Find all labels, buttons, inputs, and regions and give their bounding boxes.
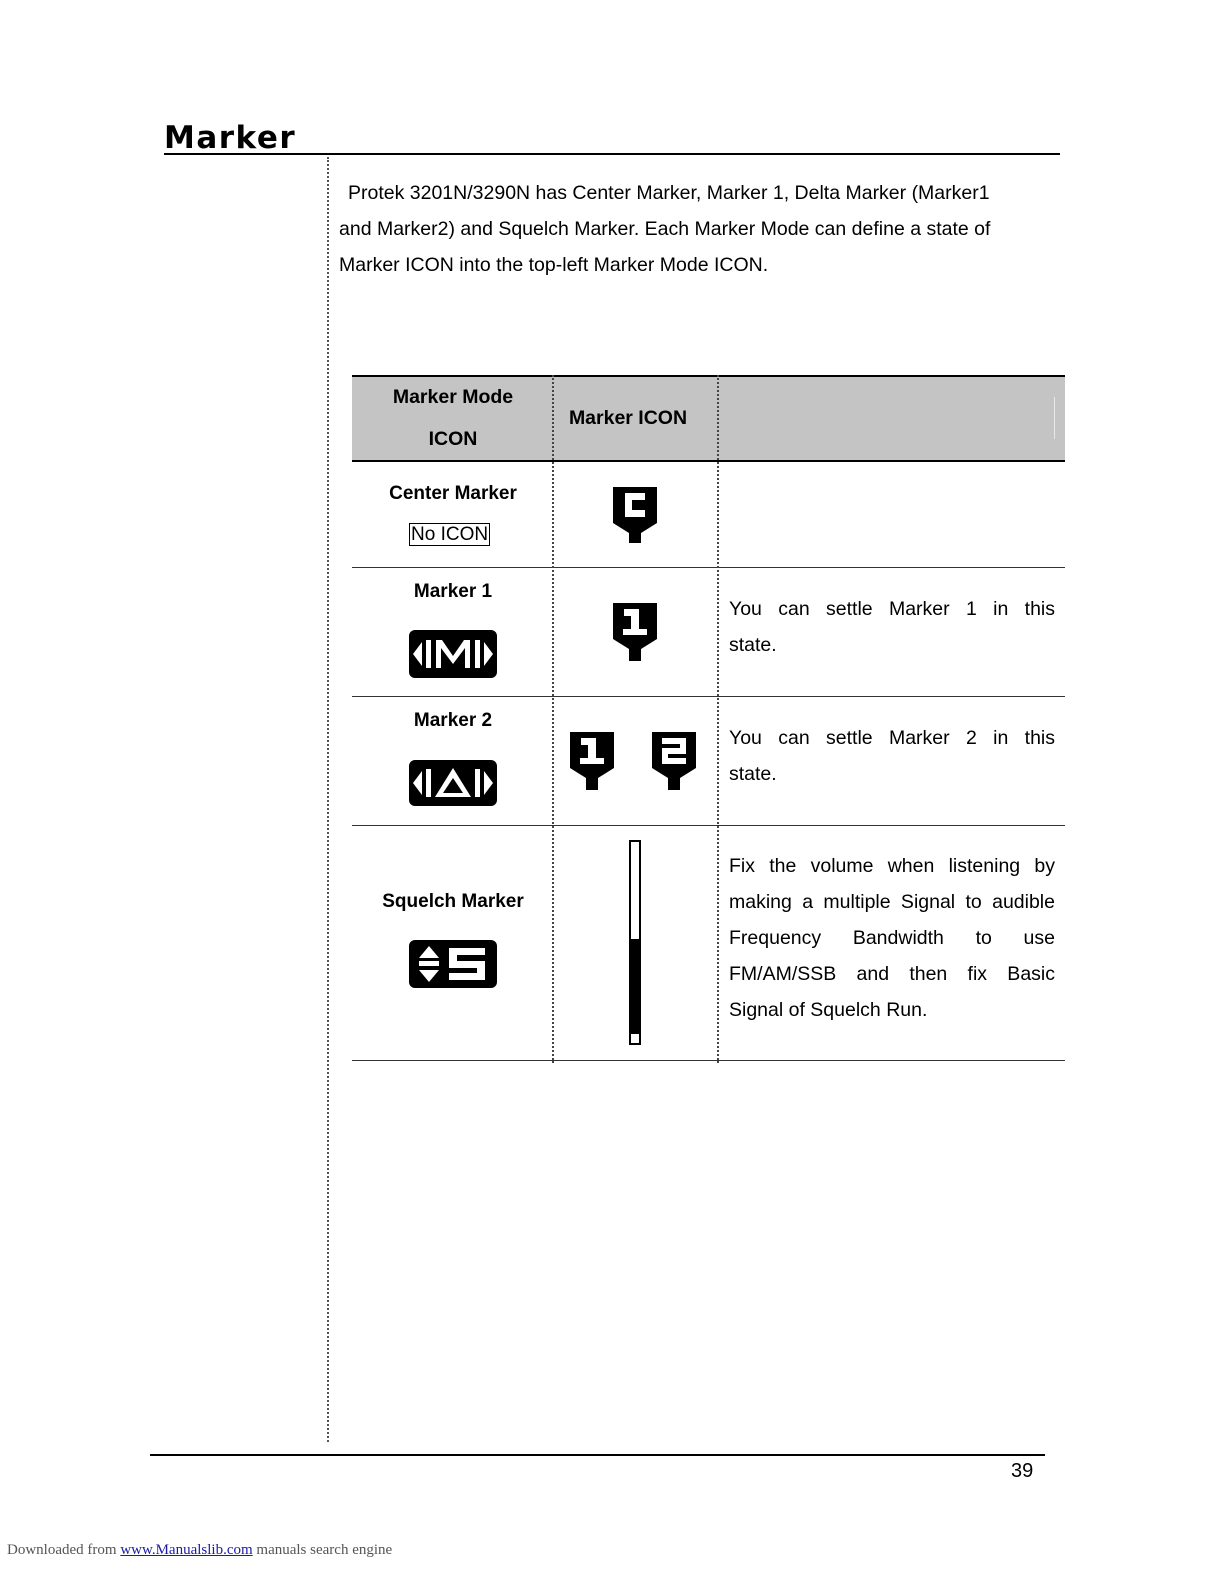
desc-line: making a multiple Signal to audible	[729, 891, 1055, 913]
marker-mode-badge-s-icon	[409, 940, 497, 988]
marker-mode-badge-delta-icon	[409, 760, 497, 806]
header-divider	[1054, 397, 1055, 439]
row-squelch-marker-mode: Squelch Marker	[382, 891, 524, 912]
page-number: 39	[1011, 1460, 1034, 1482]
row-divider	[352, 825, 1065, 826]
center-marker-icon	[611, 485, 661, 545]
desc-line: Fix the volume when listening by	[729, 855, 1055, 877]
download-attribution	[7, 1542, 392, 1559]
desc-line: Frequency Bandwidth to use	[729, 927, 1055, 949]
table-bottom-border	[352, 1060, 1065, 1061]
row-marker1-mode: Marker 1	[413, 581, 493, 602]
download-suffix: manuals search engine	[256, 1542, 393, 1558]
header-mode-line1: Marker Mode	[392, 386, 514, 408]
margin-rule	[327, 157, 329, 1442]
row-marker2-mode: Marker 2	[413, 710, 493, 731]
row-center-marker-mode: Center Marker	[389, 483, 517, 504]
desc-line: Signal of Squelch Run.	[729, 999, 928, 1021]
download-prefix: Downloaded from	[7, 1542, 117, 1558]
intro-line: Marker ICON into the top-left Marker Mode ICON.	[339, 254, 769, 276]
row-marker2-description	[729, 720, 1055, 792]
intro-line: Protek 3201N/3290N has Center Marker, Marker 1, Delta Marker (Marker1	[348, 182, 990, 204]
table-top-border	[352, 375, 1065, 377]
row-divider	[352, 696, 1065, 697]
title-rule	[164, 153, 1060, 155]
row-divider	[352, 567, 1065, 568]
desc-line: You can settle Marker 2 in this	[729, 727, 1055, 749]
row-marker1-description	[729, 591, 1055, 663]
intro-paragraph	[339, 175, 1054, 283]
squelch-level-fill	[631, 939, 639, 1034]
column-divider	[717, 375, 719, 1063]
header-mode-line2: ICON	[428, 428, 478, 450]
row-squelch-description	[729, 848, 1055, 1028]
marker1-icon-delta	[568, 730, 618, 792]
header-bottom-border	[352, 460, 1065, 462]
marker-mode-badge-m-icon	[409, 630, 497, 678]
marker-table	[352, 375, 1065, 1063]
manualslib-link[interactable]: www.Manualslib.com	[120, 1542, 253, 1558]
desc-line: FM/AM/SSB and then fix Basic	[729, 963, 1055, 985]
footer-rule	[150, 1454, 1045, 1456]
squelch-level-bar	[629, 840, 641, 1045]
desc-line: state.	[729, 634, 777, 656]
desc-line: state.	[729, 763, 777, 785]
header-marker-icon: Marker ICON	[568, 407, 688, 429]
section-title: Marker	[164, 120, 297, 156]
marker1-icon	[611, 601, 661, 663]
intro-line: and Marker2) and Squelch Marker. Each Marker Mode can define a state of	[339, 218, 991, 240]
desc-line: You can settle Marker 1 in this	[729, 598, 1055, 620]
no-icon-label: No ICON	[411, 524, 489, 545]
no-icon-label-wrapper	[409, 523, 490, 547]
marker2-icon	[650, 730, 700, 792]
